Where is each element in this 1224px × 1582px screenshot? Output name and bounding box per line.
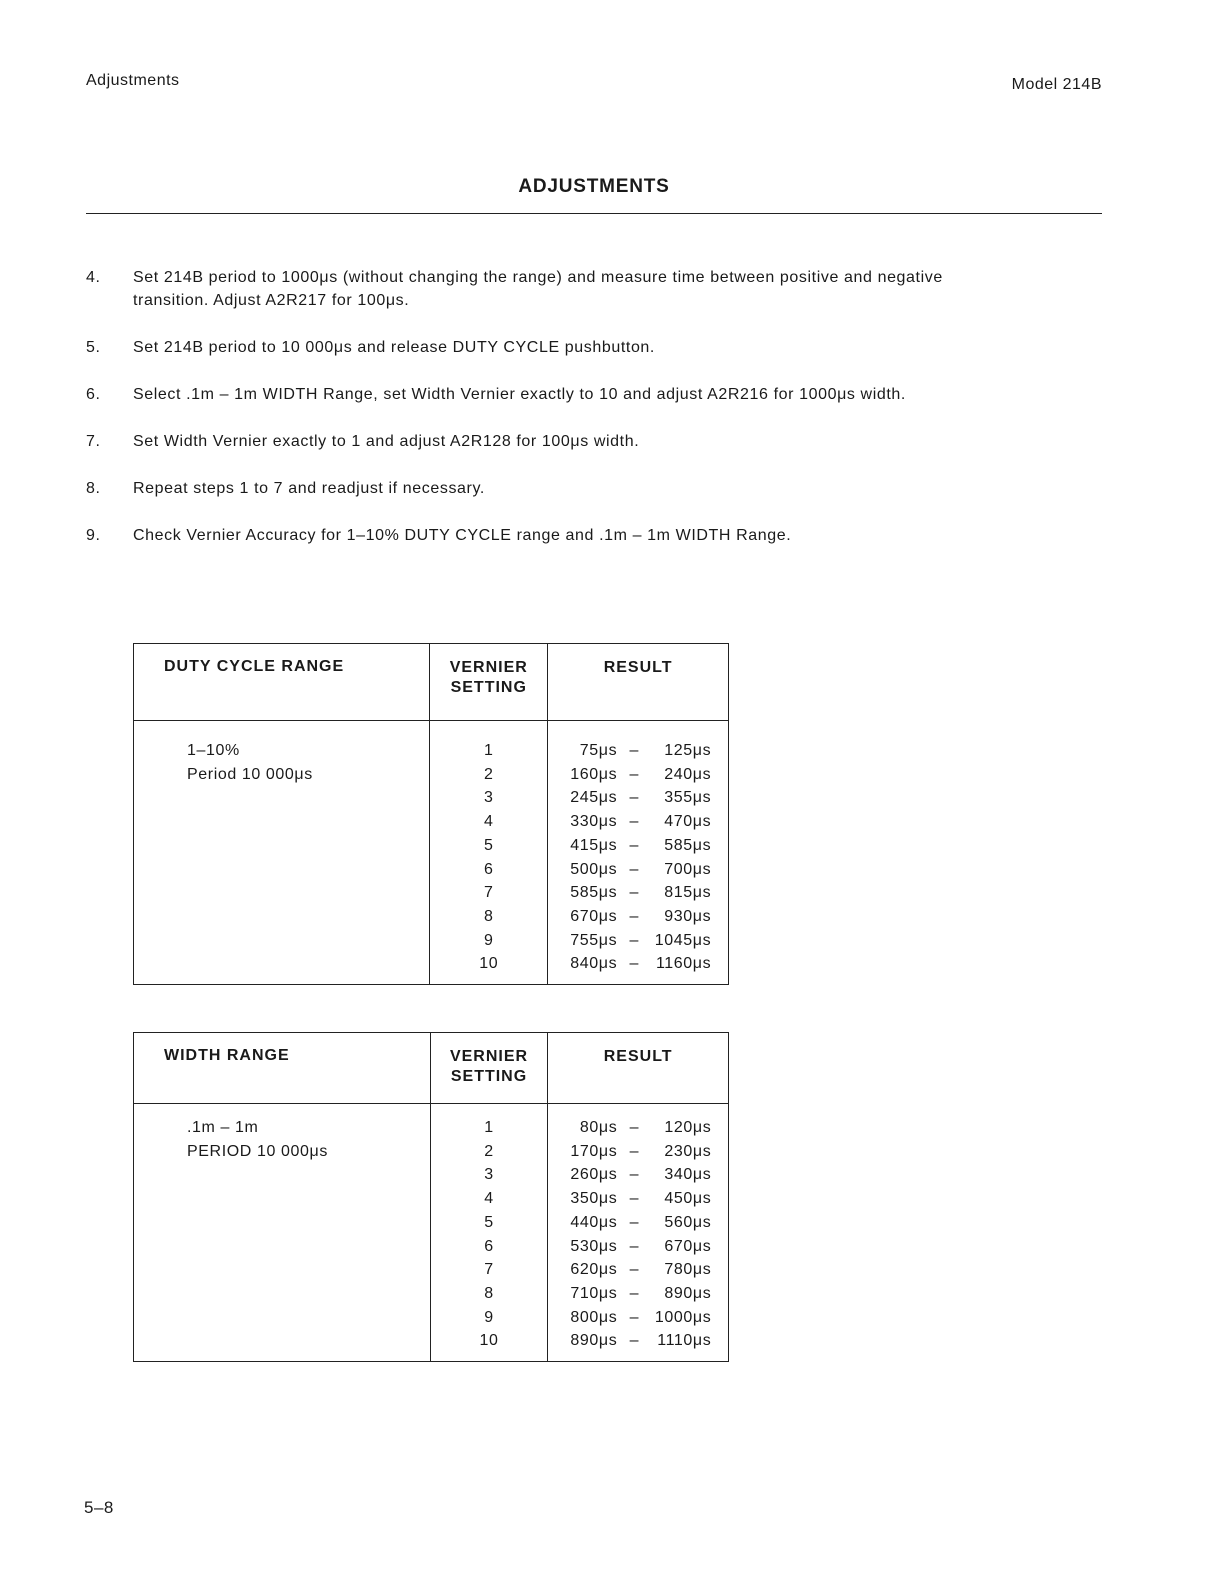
vernier-setting: 6 (484, 860, 494, 878)
result-high: 450μs (664, 1190, 712, 1208)
dash: – (629, 1142, 640, 1160)
result-range (549, 1235, 727, 1259)
vernier-setting: 2 (484, 765, 494, 783)
vernier-setting: 3 (484, 789, 494, 807)
header-vernier-line1: VERNIER (449, 1048, 529, 1065)
step-7 (86, 430, 986, 453)
result-high: 1000μs (654, 1308, 712, 1326)
header-vernier-line2: SETTING (450, 1068, 528, 1085)
result-high: 890μs (664, 1284, 712, 1302)
dash: – (629, 1213, 640, 1231)
dash: – (629, 860, 639, 878)
result-high: 1045μs (654, 931, 712, 949)
step-number: 6. (86, 386, 101, 403)
result-high: 930μs (664, 907, 712, 925)
result-high: 240μs (664, 765, 712, 783)
vernier-setting: 10 (479, 1332, 499, 1350)
result-low: 440μs (570, 1213, 618, 1231)
result-low: 260μs (570, 1166, 618, 1184)
result-range (549, 763, 727, 787)
dash: – (629, 1332, 640, 1350)
step-text: Set 214B period to 10 000μs and release DUTY CYCLE pushbutton. (133, 339, 655, 356)
result-low: 80μs (579, 1119, 618, 1136)
result-high: 1110μs (657, 1332, 712, 1350)
dash: – (629, 907, 639, 925)
vernier-setting: 6 (484, 1237, 494, 1255)
result-range (549, 1187, 727, 1211)
result-low: 840μs (570, 955, 618, 973)
header-vernier-setting (430, 1033, 548, 1104)
step-number: 9. (86, 527, 101, 544)
result-range (549, 905, 727, 929)
result-low: 500μs (570, 860, 618, 878)
result-range (549, 1116, 727, 1140)
result-low: 620μs (570, 1261, 618, 1279)
dash: – (629, 931, 639, 949)
result-range (549, 834, 727, 858)
result-high: 230μs (664, 1142, 712, 1160)
vernier-setting: 5 (484, 1213, 494, 1231)
result-high: 355μs (664, 789, 712, 807)
vernier-setting: 1 (484, 742, 494, 759)
vernier-setting: 4 (484, 1190, 494, 1208)
dash: – (629, 1308, 640, 1326)
dash: – (629, 1284, 640, 1302)
dash: – (629, 836, 639, 854)
result-low: 670μs (570, 907, 618, 925)
running-header-model: Model 214B (1011, 76, 1102, 93)
result-range (549, 929, 727, 953)
header-vernier-line1: VERNIER (449, 659, 528, 676)
dash: – (629, 884, 639, 902)
dash: – (629, 813, 639, 831)
step-number: 5. (86, 339, 101, 356)
result-high: 585μs (664, 836, 712, 854)
result-low: 75μs (579, 742, 618, 759)
width-range-table (133, 1032, 729, 1362)
result-low: 160μs (570, 765, 618, 783)
result-range (549, 858, 727, 882)
dash: – (629, 789, 639, 807)
result-high: 815μs (664, 884, 712, 902)
dash: – (629, 1237, 640, 1255)
dash: – (629, 1190, 640, 1208)
result-range (549, 1211, 727, 1235)
dash: – (629, 765, 639, 783)
step-number: 8. (86, 480, 101, 497)
result-range (549, 786, 727, 810)
result-cell (548, 721, 729, 985)
step-9 (86, 524, 986, 547)
step-text: Select .1m – 1m WIDTH Range, set Width Vernier exactly to 10 and adjust A2R216 for 1000μs width. (133, 386, 906, 403)
page-number: 5–8 (84, 1498, 114, 1517)
dash: – (629, 1166, 640, 1184)
result-high: 125μs (664, 742, 712, 759)
result-range (549, 952, 727, 976)
result-range (549, 739, 727, 763)
result-high: 700μs (664, 860, 712, 878)
result-high: 780μs (664, 1261, 712, 1279)
result-range (549, 1306, 727, 1330)
dash: – (629, 955, 639, 973)
result-low: 585μs (570, 884, 618, 902)
vernier-setting: 4 (484, 813, 494, 831)
vernier-setting: 8 (484, 907, 494, 925)
range-cell (134, 721, 430, 985)
result-low: 710μs (570, 1284, 618, 1302)
step-text: Repeat steps 1 to 7 and readjust if necessary. (133, 480, 485, 497)
dash: – (629, 742, 639, 759)
result-high: 560μs (664, 1213, 712, 1231)
header-vernier-line2: SETTING (450, 679, 527, 696)
vernier-setting: 7 (484, 884, 494, 902)
result-low: 170μs (570, 1142, 618, 1160)
result-high: 670μs (664, 1237, 712, 1255)
result-cell (548, 1104, 729, 1362)
step-text: Set 214B period to 1000μs (without changing the range) and measure time between positive and negative transition. Adjust A2R217 for 100μs. (133, 269, 943, 309)
result-low: 890μs (570, 1332, 618, 1350)
result-low: 415μs (570, 836, 618, 854)
page-title: ADJUSTMENTS (518, 176, 670, 197)
result-range (549, 1163, 727, 1187)
step-number: 4. (86, 269, 101, 286)
result-range (549, 1282, 727, 1306)
result-range (549, 810, 727, 834)
result-low: 800μs (570, 1308, 618, 1326)
vernier-setting: 7 (484, 1261, 494, 1279)
vernier-setting: 1 (484, 1119, 494, 1136)
vernier-cell (430, 721, 548, 985)
header-vernier-setting (430, 644, 548, 721)
vernier-setting: 9 (484, 1308, 494, 1326)
result-high: 470μs (664, 813, 712, 831)
vernier-setting: 8 (484, 1284, 494, 1302)
step-number: 7. (86, 433, 101, 450)
dash: – (629, 1119, 640, 1136)
dash: – (629, 1261, 640, 1279)
vernier-setting: 10 (479, 955, 499, 973)
result-high: 340μs (664, 1166, 712, 1184)
step-text: Check Vernier Accuracy for 1–10% DUTY CYCLE range and .1m – 1m WIDTH Range. (133, 527, 792, 544)
result-range (549, 1329, 727, 1353)
running-header-section: Adjustments (86, 72, 180, 89)
result-low: 530μs (570, 1237, 618, 1255)
result-range (549, 1140, 727, 1164)
step-4 (86, 266, 986, 312)
range-line: .1m – 1m (187, 1119, 259, 1136)
result-range (549, 1258, 727, 1282)
step-5 (86, 336, 986, 359)
step-6 (86, 383, 986, 406)
title-rule (86, 213, 1102, 214)
result-low: 755μs (570, 931, 618, 949)
vernier-cell (430, 1104, 548, 1362)
result-low: 330μs (570, 813, 618, 831)
range-cell (134, 1104, 431, 1362)
range-period-line: PERIOD 10 000μs (187, 1143, 328, 1160)
header-result: RESULT (548, 644, 729, 721)
result-high: 120μs (664, 1119, 712, 1136)
result-high: 1160μs (655, 955, 712, 973)
duty-cycle-table (133, 643, 729, 985)
vernier-setting: 9 (484, 931, 494, 949)
result-low: 350μs (570, 1190, 618, 1208)
range-line: 1–10% (187, 742, 240, 759)
vernier-setting: 2 (484, 1142, 494, 1160)
header-range: DUTY CYCLE RANGE (134, 644, 430, 721)
range-period-line: Period 10 000μs (187, 766, 313, 783)
header-range: WIDTH RANGE (134, 1033, 431, 1104)
step-8 (86, 477, 986, 500)
header-result: RESULT (548, 1033, 729, 1104)
procedure-steps (86, 266, 986, 571)
step-text: Set Width Vernier exactly to 1 and adjust A2R128 for 100μs width. (133, 433, 640, 450)
result-low: 245μs (570, 789, 618, 807)
result-range (549, 881, 727, 905)
vernier-setting: 5 (484, 836, 494, 854)
vernier-setting: 3 (484, 1166, 494, 1184)
